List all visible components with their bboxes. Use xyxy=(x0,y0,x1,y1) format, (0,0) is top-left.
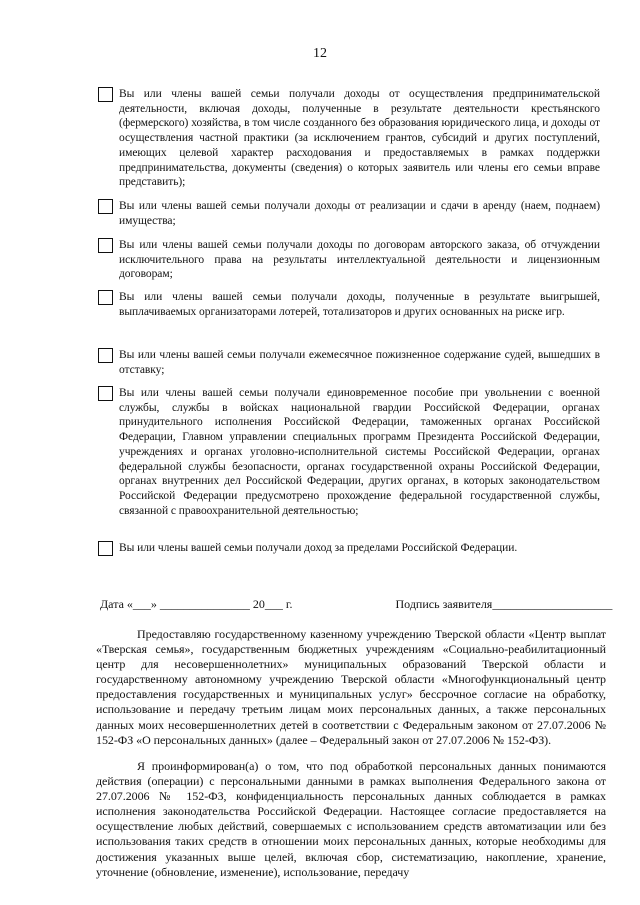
checklist-item-rent-income xyxy=(98,199,600,228)
checklist-item-author-income xyxy=(98,238,600,282)
checkbox[interactable] xyxy=(98,386,113,401)
signature-row xyxy=(100,596,612,612)
checklist-item-text: Вы или члены вашей семьи получали доходы от реализации и сдачи в аренду (наем, поднаем) имущества; xyxy=(119,200,600,227)
date-field-label[interactable]: Дата «___» _______________ 20___ г. xyxy=(100,597,293,611)
checklist-item-text: Вы или члены вашей семьи получали ежемесячное пожизненное содержание судей, вышедших в отставку; xyxy=(119,349,600,376)
checkbox[interactable] xyxy=(98,348,113,363)
checkbox[interactable] xyxy=(98,87,113,102)
checklist-item-foreign-income xyxy=(98,541,600,556)
consent-paragraph: Предоставляю государственному казенному учреждению Тверской области «Центр выплат «Тверская семья», государственным бюджетных учреждениям «Социально-реабилитационный центр для несовершеннолетних» муниципальных образований Тверской области и государственному автономному учреждению Тверской области «Многофункциональный центр предоставления государственных и муниципальных услуг» бессрочное согласие на обработку, использование и передачу третьим лицам моих персональных данных, а также персональных данных моих несовершеннолетних детей в соответствии с Федеральным законом от 27.07.2006 № 152-ФЗ «О персональных данных» (далее – Федеральный закон от 27.07.2006 № 152-ФЗ). xyxy=(96,627,606,747)
checklist-item-text: Вы или члены вашей семьи получали доходы, полученные в результате выигрышей, выплачиваемых организаторами лотерей, тотализаторов и других основанных на риске игр. xyxy=(119,291,600,318)
checklist-item-text: Вы или члены вашей семьи получали доходы от осуществления предпринимательской деятельности, включая доходы, полученные в результате деятельности крестьянского (фермерского) хозяйства, в том числе созданного без образования юридического лица, и доходы от осуществления частной практики (за исключением грантов, субсидий и других поступлений, имеющих целевой характер расходования и предоставляемых в рамках поддержки предпринимательства, документы (сведения) о которых заявитель или члены его семьи вправе представить); xyxy=(119,88,600,189)
page-number: 12 xyxy=(313,46,327,61)
checklist-item-business-income xyxy=(98,87,600,190)
checkbox[interactable] xyxy=(98,199,113,214)
checkbox[interactable] xyxy=(98,290,113,305)
consent-paragraph: Я проинформирован(а) о том, что под обработкой персональных данных понимаются действия (операции) с персональными данными в рамках выполнения Федерального закона от 27.07.2006 № 152-ФЗ, конфиденциальность персональных данных соблюдается в рамках исполнения законодательства Российской Федерации. Настоящее согласие предоставляется на осуществление любых действий, совершаемых с использованием средств автоматизации или без использования таких средств в отношении моих персональных данных, которые необходимы для достижения указанных выше целей, включая сбор, систематизацию, накопление, хранение, уточнение (обновление, изменение), использование, передачу xyxy=(96,759,606,879)
applicant-signature-field[interactable]: Подпись заявителя____________________ xyxy=(395,597,613,611)
checkbox[interactable] xyxy=(98,238,113,253)
checklist-item-military-allowance xyxy=(98,386,600,518)
checkbox[interactable] xyxy=(98,541,113,556)
checklist-item-judges-allowance xyxy=(98,348,600,377)
checklist-item-text: Вы или члены вашей семьи получали единовременное пособие при увольнении с военной службы, службы в войсках национальной гвардии Российской Федерации, органах принудительного исполнения Российской Федерации, таможенных органах Российской Федерации, Главном управлении специальных программ Президента Российской Федерации, учреждениях и органах уголовно-исполнительной системы Российской Федерации, органах федеральной службы безопасности, органах государственной охраны Российской Федерации, органах внутренних дел Российской Федерации, других органах, в которых законодательством Российской Федерации предусмотрено прохождение федеральной государственной службы, связанной с правоохранительной деятельностью; xyxy=(119,387,600,517)
checklist-item-lottery-income xyxy=(98,290,600,319)
checklist-item-text: Вы или члены вашей семьи получали доход за пределами Российской Федерации. xyxy=(119,542,518,554)
checklist-item-text: Вы или члены вашей семьи получали доходы по договорам авторского заказа, об отчуждении исключительного права на результаты интеллектуальной деятельности и лицензионным договорам; xyxy=(119,239,600,281)
